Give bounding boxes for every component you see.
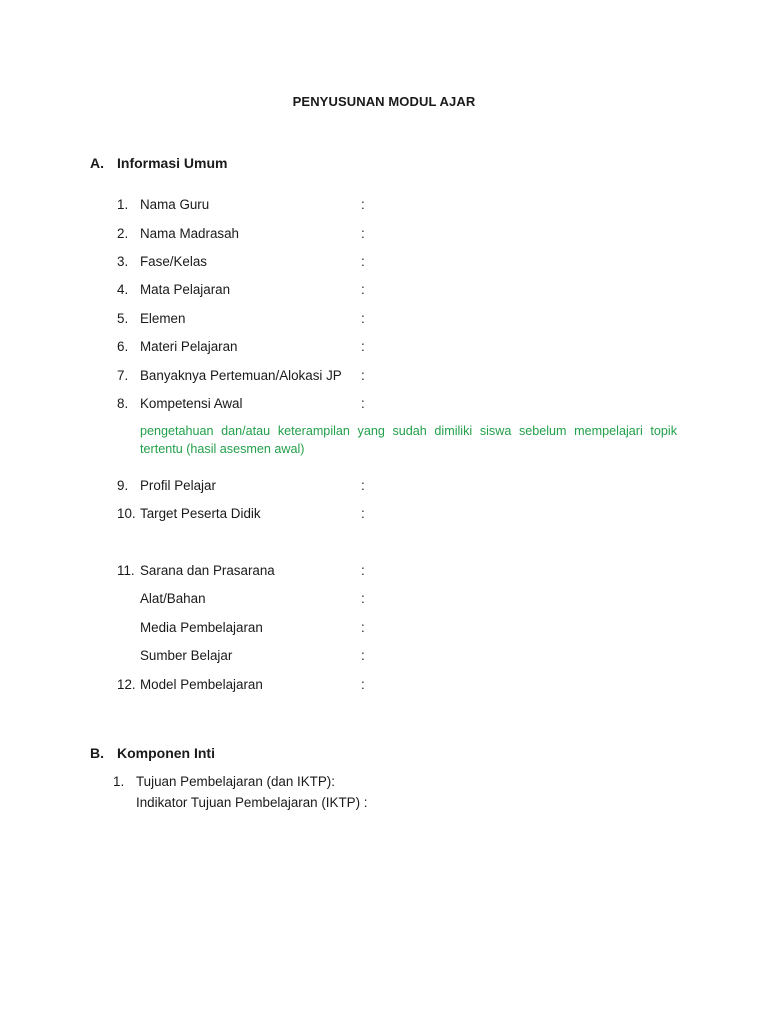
row-label: Mata Pelajaran <box>140 282 231 297</box>
row-number: 9. <box>117 478 129 493</box>
row-colon: : <box>361 339 365 354</box>
row-label: Elemen <box>140 311 186 326</box>
row-number: 2. <box>117 226 129 241</box>
section-a-title: Informasi Umum <box>117 155 228 171</box>
row-label: Banyaknya Pertemuan/Alokasi JP <box>140 368 342 383</box>
row-colon: : <box>361 648 365 663</box>
row-number: 12. <box>117 677 136 692</box>
row-colon: : <box>361 396 365 411</box>
row-number: 1. <box>117 197 129 212</box>
row-label: Media Pembelajaran <box>140 620 263 635</box>
row-label: Nama Guru <box>140 197 210 212</box>
row-label: Model Pembelajaran <box>140 677 263 692</box>
row-colon: : <box>361 563 365 578</box>
section-a-heading <box>90 155 227 171</box>
document-title: PENYUSUNAN MODUL AJAR <box>292 94 476 109</box>
row-number: 6. <box>117 339 129 354</box>
row-colon: : <box>361 677 365 692</box>
row-number: 8. <box>117 396 129 411</box>
row-label: Alat/Bahan <box>140 591 206 606</box>
row-colon: : <box>361 506 365 521</box>
kompetensi-awal-hint: pengetahuan dan/atau keterampilan yang sudah dimiliki siswa sebelum mempelajari topik tertentu (hasil asesmen awal) <box>140 424 677 456</box>
tujuan-pembelajaran-line: Tujuan Pembelajaran (dan IKTP): <box>136 774 335 789</box>
komponen-inti-item-number: 1. <box>113 774 125 789</box>
row-colon: : <box>361 226 365 241</box>
row-number: 7. <box>117 368 129 383</box>
row-colon: : <box>361 254 365 269</box>
row-colon: : <box>361 591 365 606</box>
row-number: 5. <box>117 311 129 326</box>
section-b-heading <box>90 745 215 761</box>
section-b-letter: B. <box>90 745 104 761</box>
section-b-title: Komponen Inti <box>117 745 215 761</box>
row-colon: : <box>361 311 365 326</box>
section-a-letter: A. <box>90 155 104 171</box>
row-label: Profil Pelajar <box>140 478 216 493</box>
row-number: 10. <box>117 506 136 521</box>
row-label: Target Peserta Didik <box>140 506 261 521</box>
row-number: 11. <box>117 563 135 578</box>
iktp-line: Indikator Tujuan Pembelajaran (IKTP) : <box>136 795 368 810</box>
row-label: Sumber Belajar <box>140 648 233 663</box>
row-colon: : <box>361 197 365 212</box>
row-label: Nama Madrasah <box>140 226 239 241</box>
row-number: 3. <box>117 254 129 269</box>
row-colon: : <box>361 282 365 297</box>
row-label: Fase/Kelas <box>140 254 207 269</box>
row-label: Sarana dan Prasarana <box>140 563 275 578</box>
row-colon: : <box>361 620 365 635</box>
row-colon: : <box>361 368 365 383</box>
row-label: Kompetensi Awal <box>140 396 243 411</box>
row-colon: : <box>361 478 365 493</box>
row-number: 4. <box>117 282 129 297</box>
row-label: Materi Pelajaran <box>140 339 238 354</box>
